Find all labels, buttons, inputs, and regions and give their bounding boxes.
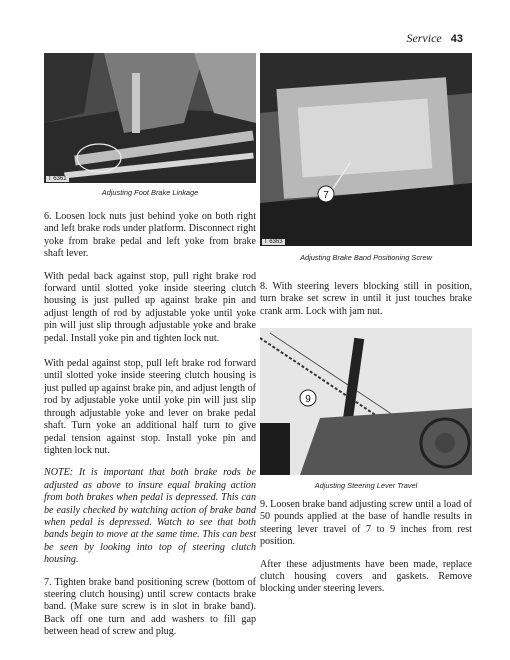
figure-caption: Adjusting Brake Band Positioning Screw xyxy=(300,253,432,262)
right-column-top xyxy=(260,281,472,318)
figure-brake-band-screw xyxy=(260,53,472,246)
left-column xyxy=(44,211,256,639)
note-paragraph: NOTE: It is important that both brake rods be adjusted as above to insure equal braking action from both brakes when pedal is depressed. This can be easily checked by watching action of brake band when pedal is depressed. Watch to see that both bands begin to move at the same time. This can best be seen by looking into top of steering clutch housing. xyxy=(44,467,256,566)
photo-steering-lever-travel xyxy=(260,328,472,475)
figure-caption: Adjusting Steering Lever Travel xyxy=(314,481,418,490)
step-6-text: 6. Loosen lock nuts just behind yoke on both right and left brake rods under platform. Disconnect right yoke from brake pedal and left yoke from brake shaft lever. xyxy=(44,211,256,260)
right-rod-paragraph: With pedal back against stop, pull right brake rod forward until slotted yoke inside steering clutch housing is just pulled up against brake pin and adjust length of rod by adjustable yoke until yoke pin will just slip through adjustable yoke and brake pedal. Install yoke pin and tighten lock nut. xyxy=(44,270,256,344)
left-rod-paragraph: With pedal against stop, pull left brake rod forward until slotted yoke inside steering clutch housing is just pulled up against brake pin, and adjust length of rod by adjustable yoke until yoke pin will just slip through adjustable yoke and lever on brake pedal shaft. Turn yoke an additional half turn to give pedal tension against stop. Install yoke pin and tighten lock nut. xyxy=(44,358,256,456)
final-paragraph: After these adjustments have been made, replace clutch housing covers and gaskets. Remove blocking under steering levers. xyxy=(260,558,472,595)
photo-foot-brake-linkage xyxy=(44,53,256,183)
page-number: 43 xyxy=(450,33,463,45)
step-9-text: 9. Loosen brake band adjusting screw until a load of 50 pounds applied at the base of handle results in steering lever travel of 7 to 9 inches from rest position. xyxy=(260,499,472,548)
page-header xyxy=(406,31,463,46)
step-8-text: 8. With steering levers blocking still in position, turn brake set screw in until it just touches brake crank arm. Lock with jam nut. xyxy=(260,281,472,317)
section-title: Service xyxy=(406,31,442,45)
figure-tag: T 6363 xyxy=(264,239,283,245)
right-column-bottom xyxy=(260,499,472,596)
callout-7: 7 xyxy=(323,190,329,201)
figure-tag: T 6361 xyxy=(48,176,67,182)
photo-brake-band-screw xyxy=(260,53,472,246)
figure-steering-lever-travel xyxy=(260,328,472,475)
figure-caption: Adjusting Foot Brake Linkage xyxy=(101,188,199,197)
figure-foot-brake-linkage xyxy=(44,53,256,183)
step-7-text: 7. Tighten brake band positioning screw (bottom of steering clutch housing) until screw contacts brake band. (Make sure screw is in slot in brake band). Back off one turn and add washers to fill gap between head of screw and plug. xyxy=(44,576,256,638)
callout-9: 9 xyxy=(305,394,311,405)
